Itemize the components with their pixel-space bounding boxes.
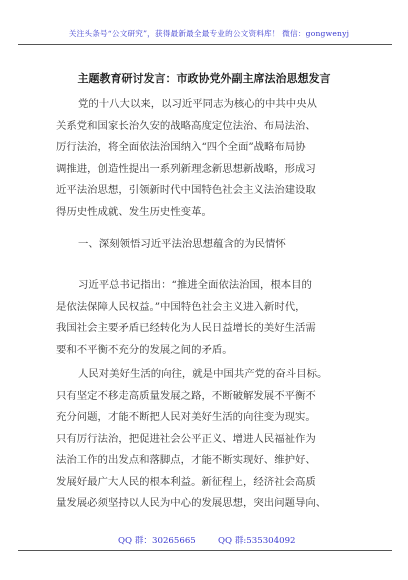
- header-banner: 关注头条号“公文研究”，获得最新最全最专业的公文资料库！ 微信：gongwenyj: [68, 29, 350, 38]
- section-heading-text: 一、深刻领悟习近平法治思想蕴含的为民情怀: [78, 238, 286, 250]
- document-title: 主题教育研讨发言：市政协党外副主席法治思想发言: [77, 72, 331, 85]
- paragraph-intro: [56, 94, 356, 223]
- paragraph-line: 得历史性成就、发生历史性变革。: [56, 205, 212, 218]
- paragraph-line: 党的十八大以来，以习近平同志为核心的中共中央从: [78, 98, 317, 110]
- paragraph-line: 要和不平衡不充分的发展之间的矛盾。: [56, 343, 233, 356]
- paragraph-people: [56, 364, 356, 515]
- paragraph-line: 我国社会主要矛盾已经转化为人民日益增长的美好生活需: [56, 322, 316, 334]
- paragraph-line: 习近平总书记指出：“推进全面依法治国，根本目的: [78, 279, 312, 291]
- footer-qq-group-right: QQ 群:535304092: [218, 536, 296, 546]
- paragraph-line: 人民对美好生活的向往，就是中国共产党的奋斗目标。: [78, 368, 328, 380]
- footer-divider: [18, 550, 392, 551]
- paragraph-line: 只有厉行法治，把促进社会公平正义、增进人民福祉作为: [56, 432, 316, 445]
- paragraph-line: 厉行法治，将全面依法治国纳入“四个全面”战略布局协: [56, 141, 306, 153]
- paragraph-line: 调推进，创造性提出一系列新理念新思想新战略，形成习: [56, 162, 316, 175]
- paragraph-line: 法治工作的出发点和落脚点，才能不断实现好、维护好、: [56, 454, 316, 466]
- paragraph-quote: [56, 275, 356, 361]
- header-divider: [18, 44, 392, 45]
- footer-qq-group-left: QQ 群：30265665: [118, 536, 196, 546]
- paragraph-line: 只有坚定不移走高质量发展之路，不断破解发展不平衡不: [56, 389, 316, 402]
- section-heading: [56, 234, 356, 256]
- paragraph-line: 充分问题，才能不断把人民对美好生活的向往变为现实。: [56, 411, 316, 423]
- paragraph-line: 发展好最广大人民的根本利益。新征程上，经济社会高质: [56, 475, 316, 488]
- paragraph-line: 量发展必须坚持以人民为中心的发展思想，突出问题导向、: [56, 497, 327, 509]
- paragraph-line: 关系党和国家长治久安的战略高度定位法治、布局法治、: [56, 119, 316, 132]
- paragraph-line: 近平法治思想，引领新时代中国特色社会主义法治建设取: [56, 184, 316, 196]
- paragraph-line: 是依法保障人民权益。”中国特色社会主义进入新时代，: [56, 300, 306, 313]
